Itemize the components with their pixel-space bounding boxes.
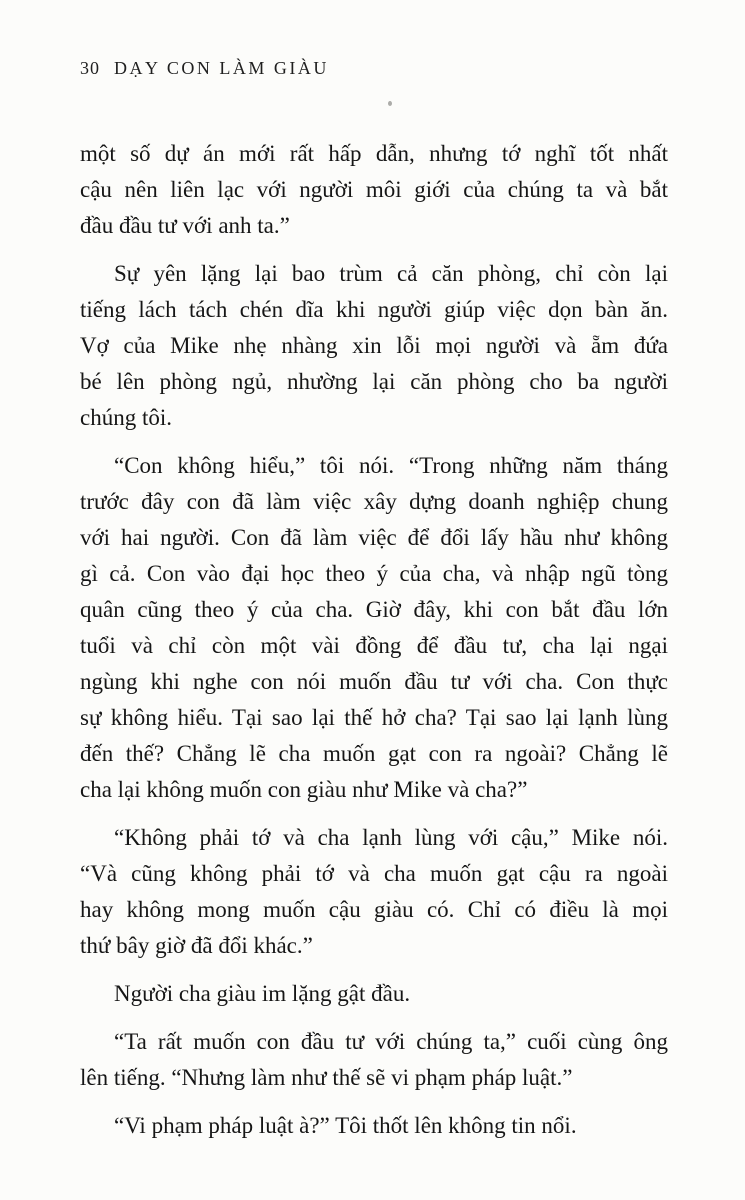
text-line: thứ bây giờ đã đổi khác.” xyxy=(80,933,313,958)
text-line: đến thế? Chẳng lẽ cha muốn gạt con ra ngoài? Chẳng lẽ xyxy=(80,741,668,766)
paragraph xyxy=(80,976,668,1012)
text-line: cậu nên liên lạc với người môi giới của chúng ta và bắt xyxy=(80,177,668,202)
text-line: với hai người. Con đã làm việc để đổi lấy hầu như không xyxy=(80,525,668,550)
text-line: sự không hiểu. Tại sao lại thế hở cha? Tại sao lại lạnh lùng xyxy=(80,705,668,730)
text-line: trước đây con đã làm việc xây dựng doanh nghiệp chung xyxy=(80,489,668,514)
scan-speck-artifact xyxy=(388,101,392,106)
text-line: chúng tôi. xyxy=(80,405,172,430)
page-body xyxy=(80,136,668,1156)
paragraph xyxy=(80,448,668,808)
text-line: một số dự án mới rất hấp dẫn, nhưng tớ nghĩ tốt nhất xyxy=(80,141,668,166)
page-header xyxy=(80,58,329,79)
text-line: gì cả. Con vào đại học theo ý của cha, và nhập ngũ tòng xyxy=(80,561,668,586)
text-line: Sự yên lặng lại bao trùm cả căn phòng, chỉ còn lại xyxy=(114,261,668,286)
text-line: đầu đầu tư với anh ta.” xyxy=(80,213,290,238)
running-title: DẠY CON LÀM GIÀU xyxy=(114,58,329,78)
paragraph xyxy=(80,1024,668,1096)
text-line: “Vi phạm pháp luật à?” Tôi thốt lên không tin nổi. xyxy=(114,1113,577,1138)
text-line: lên tiếng. “Nhưng làm như thế sẽ vi phạm pháp luật.” xyxy=(80,1065,573,1090)
text-line: ngùng khi nghe con nói muốn đầu tư với cha. Con thực xyxy=(80,669,668,694)
paragraph xyxy=(80,820,668,964)
text-line: tiếng lách tách chén dĩa khi người giúp việc dọn bàn ăn. xyxy=(80,297,668,322)
text-line: quân cũng theo ý của cha. Giờ đây, khi con bắt đầu lớn xyxy=(80,597,668,622)
text-line: cha lại không muốn con giàu như Mike và cha?” xyxy=(80,777,528,802)
text-line: tuổi và chỉ còn một vài đồng để đầu tư, cha lại ngại xyxy=(80,633,668,658)
page-number: 30 xyxy=(80,58,100,78)
paragraph xyxy=(80,1108,668,1144)
text-line: “Ta rất muốn con đầu tư với chúng ta,” cuối cùng ông xyxy=(114,1029,668,1054)
paragraph xyxy=(80,136,668,244)
text-line: hay không mong muốn cậu giàu có. Chỉ có điều là mọi xyxy=(80,897,668,922)
text-line: Người cha giàu im lặng gật đầu. xyxy=(114,981,411,1006)
text-line: “Không phải tớ và cha lạnh lùng với cậu,” Mike nói. xyxy=(114,825,668,850)
text-line: bé lên phòng ngủ, nhường lại căn phòng cho ba người xyxy=(80,369,668,394)
text-line: “Con không hiểu,” tôi nói. “Trong những năm tháng xyxy=(114,453,668,478)
paragraph xyxy=(80,256,668,436)
text-line: “Và cũng không phải tớ và cha muốn gạt cậu ra ngoài xyxy=(80,861,668,886)
text-line: Vợ của Mike nhẹ nhàng xin lỗi mọi người và ẵm đứa xyxy=(80,333,668,358)
